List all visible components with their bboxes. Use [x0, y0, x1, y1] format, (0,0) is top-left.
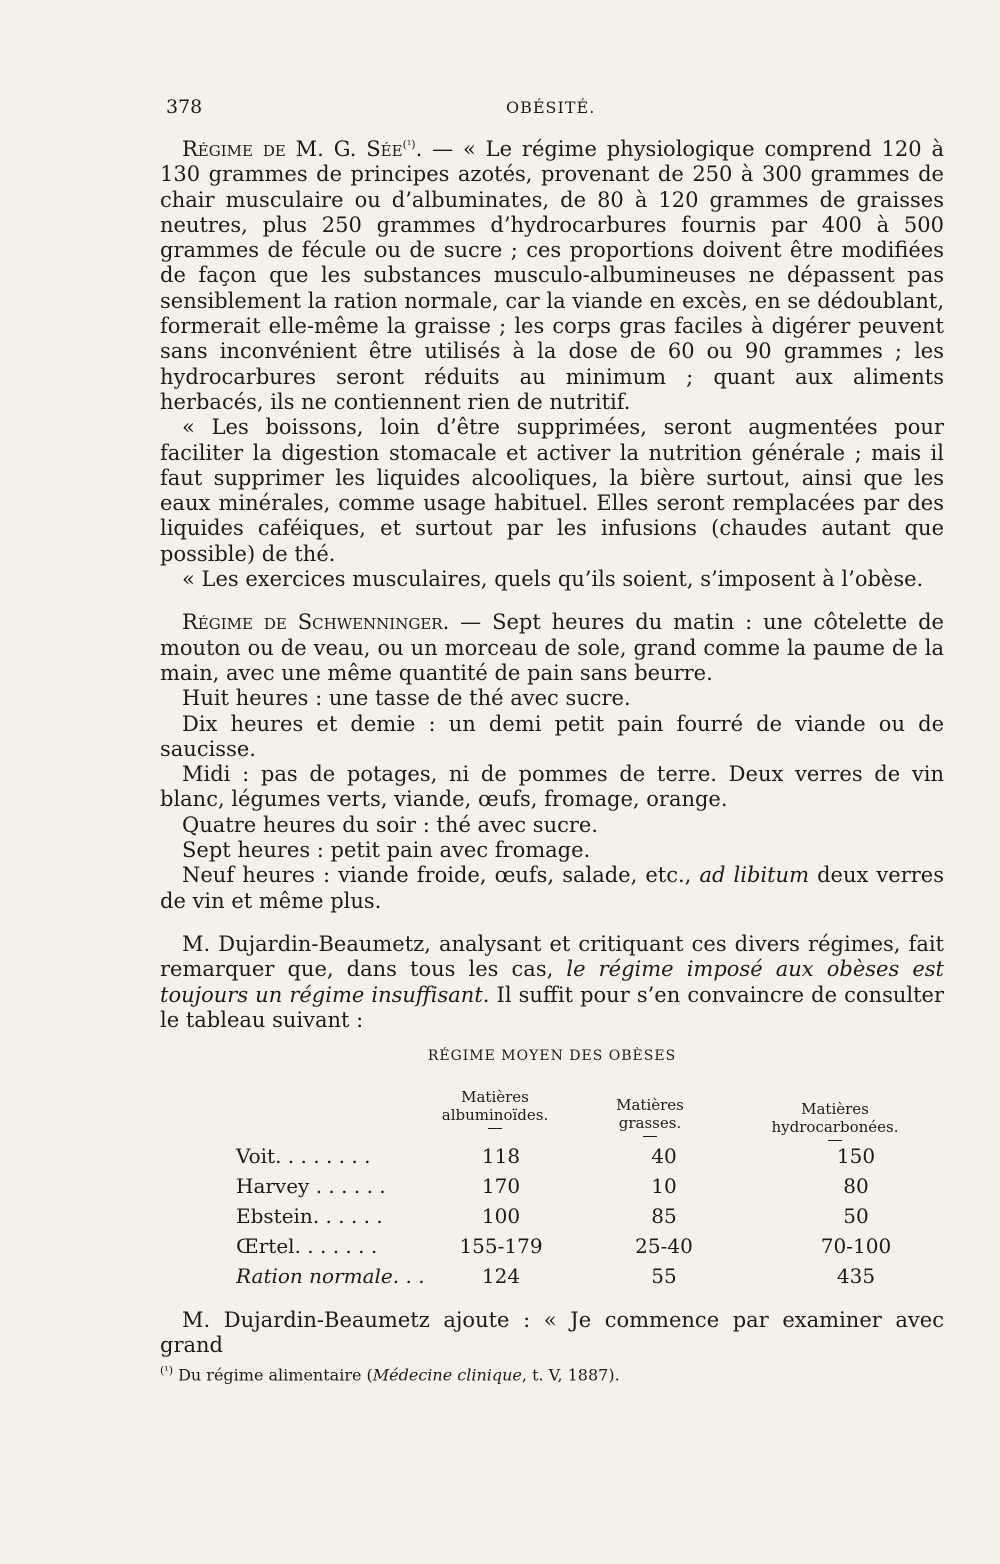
row-hydrocarbonees: 150: [836, 1144, 876, 1168]
col1-dash: [488, 1128, 502, 1129]
col-header-grasses: [590, 1096, 710, 1137]
row-albuminoides: 118: [481, 1144, 521, 1168]
schedule-line-5: Sept heures : petit pain avec fromage.: [182, 838, 591, 863]
row-albuminoides: 155-179: [459, 1234, 543, 1258]
dujardin-paragraph: [160, 932, 944, 1033]
row-name: Œrtel. . . . . . .: [236, 1234, 378, 1258]
col1-line2: albuminoïdes.: [441, 1106, 549, 1124]
col3-dash: [828, 1140, 842, 1141]
dujardin-text-a: M. Dujardin-Beaumetz, analysant et critiquant ces divers régimes, fait remarquer que, dans tous les cas,: [160, 931, 944, 982]
col-header-hydrocarbonees: [750, 1100, 920, 1141]
closing-line: M. Dujardin-Beaumetz ajoute : « Je commence par examiner avec grand: [160, 1308, 944, 1358]
col1-line1: Matières: [461, 1088, 529, 1106]
schwenninger-text: . — Sept heures du matin : une côtelette de mouton ou de veau, ou un morceau de sole, grand comme la paume de la main, avec une même quantité de pain sans beurre.: [160, 610, 944, 685]
row-grasses: 55: [651, 1264, 677, 1288]
schwenninger-paragraph: [160, 610, 944, 686]
page-number: 378: [166, 96, 203, 118]
row-grasses: 85: [651, 1204, 677, 1228]
schedule-line-6-a: Neuf heures : viande froide, œufs, salade, etc.,: [182, 863, 700, 888]
see-paragraph: [160, 132, 944, 415]
schedule-line-3: Midi : pas de potages, ni de pommes de terre. Deux verres de vin blanc, légumes verts, viande, œufs, fromage, orange.: [160, 762, 944, 812]
table-row: [236, 1264, 936, 1292]
schedule-line-6-b: deux verres de vin et même plus.: [160, 863, 944, 913]
table-row: [236, 1234, 936, 1262]
row-albuminoides: 100: [481, 1204, 521, 1228]
row-name: Ebstein. . . . . .: [236, 1204, 383, 1228]
row-name: Ration normale. . .: [236, 1264, 425, 1288]
schedule-line-1: Huit heures : une tasse de thé avec sucre.: [182, 686, 631, 711]
footnote: [160, 1364, 620, 1384]
row-hydrocarbonees: 435: [836, 1264, 876, 1288]
see-paragraph-2: « Les boissons, loin d’être supprimées, seront augmentées pour faciliter la digestion stomacale et activer la nutrition générale ; mais il faut supprimer les liquides alcooliques, la bière surtout, ainsi que les eaux minérales, comme usage habituel. Elles seront remplacées par des liquides caféiques, et surtout par les infusions (chaudes autant que possible) de thé.: [160, 415, 944, 566]
col2-line1: Matières: [616, 1096, 684, 1114]
col2-line2: grasses.: [618, 1114, 682, 1132]
row-hydrocarbonees: 80: [843, 1174, 869, 1198]
dujardin-text-b: Il suffit pour s’en convaincre de consulter le tableau suivant :: [160, 982, 944, 1032]
page-header: [166, 96, 946, 126]
running-head: OBÉSITÉ.: [506, 98, 596, 117]
row-albuminoides: 124: [481, 1264, 521, 1288]
table-row: [236, 1144, 936, 1172]
row-grasses: 10: [651, 1174, 677, 1198]
row-hydrocarbonees: 50: [843, 1204, 869, 1228]
dujardin-emphasis: le régime imposé aux obèses est toujours un régime insuffisant.: [160, 957, 944, 1007]
schedule-line-6-em: ad libitum: [699, 863, 809, 888]
schedule-line-4: Quatre heures du soir : thé avec sucre.: [182, 812, 599, 837]
row-hydrocarbonees: 70-100: [820, 1234, 892, 1258]
table-row: [236, 1204, 936, 1232]
schedule-line-2: Dix heures et demie : un demi petit pain fourré de viande ou de saucisse.: [160, 711, 944, 761]
footnote-text-b: , t. V, 1887).: [521, 1365, 620, 1385]
col-header-albuminoides: [420, 1088, 570, 1129]
row-grasses: 25-40: [635, 1234, 693, 1258]
row-name: Harvey . . . . . .: [236, 1174, 386, 1198]
closing-region: [160, 1308, 944, 1359]
see-text: . — « Le régime physiologique comprend 120 à 130 grammes de principes azotés, provenant de 250 à 300 grammes de chair musculaire ou d’albuminates, de 80 à 120 grammes de graisses neutres, plus 250 grammes d’hydrocarbures fournis par 400 à 500 grammes de fécule ou de sucre ; ces proportions doivent être modifiées de façon que les substances musculo-albumineuses ne dépassent pas sensiblement la ration normale, car la viande en excès, en se dédoublant, formerait elle-même la graisse ; les corps gras faciles à digérer peuvent sans inconvénient être utilisés à la dose de 60 ou 90 grammes ; les hydrocarbures seront réduits au minimum ; quant aux aliments herbacés, ils ne contiennent rien de nutritif.: [160, 137, 944, 414]
row-name: Voit. . . . . . . .: [236, 1144, 371, 1168]
col3-line1: Matières: [801, 1100, 869, 1118]
table-row: [236, 1174, 936, 1202]
table-title: RÉGIME MOYEN DES OBÈSES: [427, 1048, 677, 1064]
see-paragraph-3: « Les exercices musculaires, quels qu’ils soient, s’imposent à l’obèse.: [182, 567, 924, 592]
footnote-emphasis: Médecine clinique: [372, 1365, 522, 1385]
schwenninger-label: Régime de Schwenninger: [182, 610, 443, 635]
col3-line2: hydrocarbonées.: [771, 1118, 899, 1136]
schedule-line-6: [160, 863, 944, 914]
page-body: [160, 132, 944, 1033]
footnote-ref: (¹): [402, 138, 416, 151]
footnote-mark: (¹): [160, 1364, 173, 1377]
col2-dash: [643, 1136, 657, 1137]
see-label: Régime de M. G. Sée: [182, 137, 403, 161]
row-grasses: 40: [651, 1144, 677, 1168]
footnote-text-a: Du régime alimentaire (: [173, 1365, 373, 1385]
row-albuminoides: 170: [481, 1174, 521, 1198]
